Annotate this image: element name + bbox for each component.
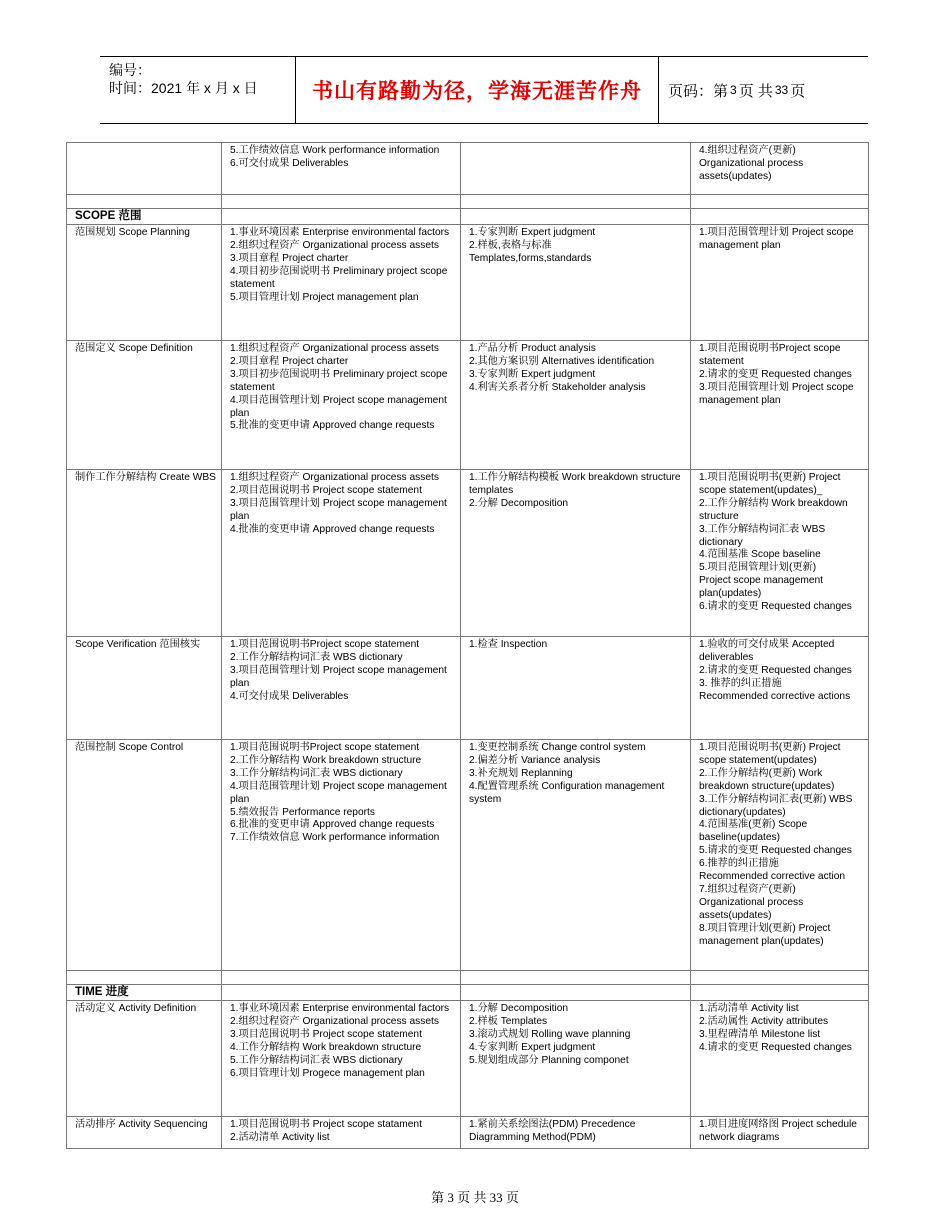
process-name-cell: 活动定义 Activity Definition bbox=[67, 1001, 222, 1117]
spacer-row bbox=[67, 195, 869, 209]
section-title-time: TIME 进度 bbox=[67, 985, 222, 1001]
footer-mid: 页 共 bbox=[457, 1190, 487, 1205]
header-slogan-cell bbox=[296, 57, 659, 123]
tools-cell: 1.检查 Inspection bbox=[461, 637, 691, 740]
table-row bbox=[67, 143, 869, 195]
process-name-cell: Scope Verification 范围核实 bbox=[67, 637, 222, 740]
section-title-scope: SCOPE 范围 bbox=[67, 209, 222, 225]
tools-cell: 1.工作分解结构模板 Work breakdown structure templates 2.分解 Decomposition bbox=[461, 470, 691, 637]
footer-page-total: 33 bbox=[489, 1190, 503, 1205]
tools-cell: 1.分解 Decomposition 2.样板 Templates 3.滚动式规划 Rolling wave planning 4.专家判断 Expert judgment 5.规划组成部分 Planning componet bbox=[461, 1001, 691, 1117]
process-name-cell: 范围定义 Scope Definition bbox=[67, 341, 222, 470]
page-current: 3 bbox=[730, 83, 737, 97]
document-time-label: 时间：2021 年 x 月 x 日 bbox=[109, 80, 258, 96]
spacer-row bbox=[67, 971, 869, 985]
header-page-number bbox=[659, 57, 868, 123]
process-name-cell: 活动排序 Activity Sequencing bbox=[67, 1117, 222, 1149]
tools-cell: 1.专家判断 Expert judgment 2.样板,表格与标准 Templates,forms,standards bbox=[461, 225, 691, 341]
process-name-cell: 范围规划 Scope Planning bbox=[67, 225, 222, 341]
tools-cell: 1.产品分析 Product analysis 2.其他方案识别 Alternatives identification 3.专家判断 Expert judgment 4.利害关系者分析 Stakeholder analysis bbox=[461, 341, 691, 470]
tools-cell: 1.变更控制系统 Change control system 2.偏差分析 Variance analysis 3.补充规划 Replanning 4.配置管理系统 Configuration management system bbox=[461, 740, 691, 971]
inputs-cell: 1.组织过程资产 Organizational process assets 2.项目范围说明书 Project scope statement 3.项目范围管理计划 Project scope management plan 4.批准的变更申请 Approved change requests bbox=[222, 470, 461, 637]
inputs-cell: 1.事业环境因素 Enterprise environmental factors 2.组织过程资产 Organizational process assets 3.项目范围说明书 Project scope statement 4.工作分解结构 Work breakdown structure 5.工作分解结构词汇表 WBS dictionary 6.项目管理计划 Progece management plan bbox=[222, 1001, 461, 1117]
page-footer bbox=[0, 1187, 950, 1206]
outputs-cell: 1.项目范围管理计划 Project scope management plan bbox=[691, 225, 869, 341]
inputs-cell: 1.项目范围说明书 Project scope statament 2.活动清单 Activity list bbox=[222, 1117, 461, 1149]
outputs-cell: 1.项目范围说明书(更新) Project scope statement(updates) 2.工作分解结构(更新) Work breakdown structure(updates) 3.工作分解结构词汇表(更新) WBS dictionary(updates) 4.范围基准(更新) Scope baseline(updates) 5.请求的变更 Requested changes 6.推荐的纠正措施 Recommended corrective action 7.组织过程资产(更新) Organizational process assets(updates) 8.项目管理计划(更新) Project management plan(updates) bbox=[691, 740, 869, 971]
inputs-cell: 1.组织过程资产 Organizational process assets 2.项目章程 Project charter 3.项目初步范围说明书 Preliminary project scope statement 4.项目范围管理计划 Project scope management plan 5.批准的变更申请 Approved change requests bbox=[222, 341, 461, 470]
page-suffix: 页 bbox=[790, 82, 806, 100]
outputs-cell: 1.项目进度网络图 Project schedule network diagrams bbox=[691, 1117, 869, 1149]
header-meta bbox=[100, 57, 296, 123]
table-row bbox=[67, 341, 869, 470]
process-table bbox=[66, 142, 869, 1149]
outputs-cell: 1.项目范围说明书Project scope statement 2.请求的变更 Requested changes 3.项目范围管理计划 Project scope management plan bbox=[691, 341, 869, 470]
table-row bbox=[67, 225, 869, 341]
process-name-cell: 制作工作分解结构 Create WBS bbox=[67, 470, 222, 637]
table-row bbox=[67, 740, 869, 971]
table-row bbox=[67, 470, 869, 637]
footer-suffix: 页 bbox=[505, 1190, 519, 1205]
process-name-cell: 范围控制 Scope Control bbox=[67, 740, 222, 971]
table-row bbox=[67, 637, 869, 740]
tools-cell: 1.紧前关系绘图法(PDM) Precedence Diagramming Method(PDM) bbox=[461, 1117, 691, 1149]
page-total: 33 bbox=[774, 83, 789, 97]
header-slogan: 书山有路勤为径，学海无涯苦作舟 bbox=[312, 79, 642, 103]
footer-page-current: 3 bbox=[447, 1190, 454, 1205]
page-header bbox=[100, 56, 868, 124]
section-row-time bbox=[67, 985, 869, 1001]
outputs-cell: 4.组织过程资产(更新) Organizational process assets(updates) bbox=[691, 143, 869, 195]
outputs-cell: 1.验收的可交付成果 Accepted deliverables 2.请求的变更 Requested changes 3. 推荐的纠正措施 Recommended corrective actions bbox=[691, 637, 869, 740]
process-name-cell bbox=[67, 143, 222, 195]
inputs-cell: 5.工作绩效信息 Work performance information 6.可交付成果 Deliverables bbox=[222, 143, 461, 195]
footer-prefix: 第 bbox=[431, 1190, 445, 1205]
document-number-label: 编号： bbox=[109, 62, 151, 78]
inputs-cell: 1.事业环境因素 Enterprise environmental factors 2.组织过程资产 Organizational process assets 3.项目章程 Project charter 4.项目初步范围说明书 Preliminary project scope statement 5.项目管理计划 Project management plan bbox=[222, 225, 461, 341]
tools-cell bbox=[461, 143, 691, 195]
table-row bbox=[67, 1001, 869, 1117]
section-row-scope bbox=[67, 209, 869, 225]
inputs-cell: 1.项目范围说明书Project scope statement 2.工作分解结构词汇表 WBS dictionary 3.项目范围管理计划 Project scope management plan 4.可交付成果 Deliverables bbox=[222, 637, 461, 740]
page-prefix: 页码：第 bbox=[668, 82, 729, 100]
outputs-cell: 1.活动清单 Activity list 2.活动属性 Activity attributes 3.里程碑清单 Milestone list 4.请求的变更 Requested changes bbox=[691, 1001, 869, 1117]
table-row bbox=[67, 1117, 869, 1149]
page-mid: 页 共 bbox=[738, 82, 773, 100]
inputs-cell: 1.项目范围说明书Project scope statement 2.工作分解结构 Work breakdown structure 3.工作分解结构词汇表 WBS dictionary 4.项目范围管理计划 Project scope management plan 5.绩效报告 Performance reports 6.批准的变更申请 Approved change requests 7.工作绩效信息 Work performance information bbox=[222, 740, 461, 971]
outputs-cell: 1.项目范围说明书(更新) Project scope statement(updates)_ 2.工作分解结构 Work breakdown structure 3.工作分解结构词汇表 WBS dictionary 4.范围基准 Scope baseline 5.项目范围管理计划(更新) Project scope management plan(updates) 6.请求的变更 Requested changes bbox=[691, 470, 869, 637]
